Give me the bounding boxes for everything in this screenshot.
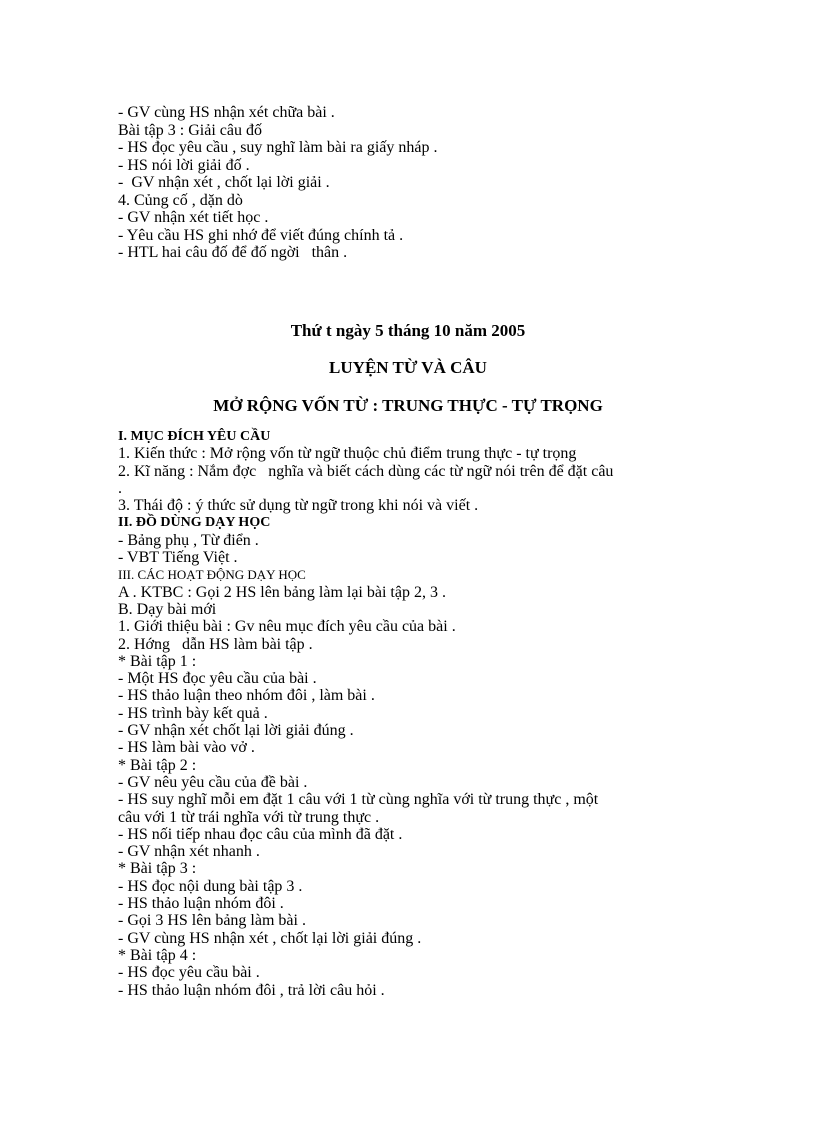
text-line: 2. Kĩ năng : Nắm đợc nghĩa và biết cách dùng các từ ngữ nói trên để đặt câu [118, 462, 614, 480]
text-line: 1. Kiến thức : Mở rộng vốn từ ngữ thuộc chủ điểm trung thực - tự trọng [118, 445, 577, 463]
text-line: - Yêu cầu HS ghi nhớ để viết đúng chính tả . [118, 226, 404, 244]
text-line: 2. Hớng dẫn HS làm bài tập . [118, 635, 313, 653]
text-line: - HS đọc yêu cầu , suy nghĩ làm bài ra giấy nháp . [118, 139, 438, 156]
previous-lesson-ending [118, 104, 708, 262]
text-line: - HS trình bày kết quả . [118, 704, 268, 722]
text-line: - GV cùng HS nhận xét chữa bài . [118, 104, 335, 121]
text-line: câu với 1 từ trái nghĩa với từ trung thực . [118, 808, 380, 826]
text-line: Bài tập 3 : Giải câu đố [118, 121, 262, 139]
text-line: - HTL hai câu đố để đố ngời thân . [118, 244, 348, 261]
text-line: - HS thảo luận nhóm đôi . [118, 895, 284, 913]
text-line: 4. Củng cố , dặn dò [118, 191, 243, 209]
text-line: - Một HS đọc yêu cầu của bài . [118, 670, 317, 688]
text-line: - VBT Tiếng Việt . [118, 549, 238, 567]
text-line: - HS đọc yêu cầu bài . [118, 964, 260, 982]
section-heading-materials: II. ĐỒ DÙNG DẠY HỌC [118, 515, 271, 531]
text-line: - HS đọc nội dung bài tập 3 . [118, 877, 303, 895]
lesson-date: Thứ t ngày 5 tháng 10 năm 2005 [290, 321, 526, 340]
section-heading-objectives: I. MỤC ĐÍCH YÊU CẦU [118, 429, 271, 444]
text-line: - GV nhận xét nhanh . [118, 843, 260, 861]
section-heading-activities: III. CÁC HOẠT ĐỘNG DẠY HỌC [118, 567, 306, 583]
text-line: - HS thảo luận theo nhóm đôi , làm bài . [118, 687, 375, 705]
text-line: A . KTBC : Gọi 2 HS lên bảng làm lại bài tập 2, 3 . [118, 583, 446, 601]
text-line: * Bài tập 3 : [118, 860, 197, 878]
text-line: - HS nối tiếp nhau đọc câu của mình đã đặt . [118, 825, 403, 843]
lesson-body [118, 428, 708, 999]
text-line: - GV cùng HS nhận xét , chốt lại lời giải đúng . [118, 929, 422, 947]
text-line: - GV nhận xét tiết học . [118, 209, 269, 226]
text-line: - GV nêu yêu cầu của đề bài . [118, 773, 308, 791]
text-line: * Bài tập 2 : [118, 756, 197, 774]
text-line: - GV nhận xét , chốt lại lời giải . [118, 174, 330, 191]
text-line: * Bài tập 4 : [118, 946, 197, 964]
text-line: * Bài tập 1 : [118, 652, 197, 670]
text-line: - HS thảo luận nhóm đôi , trả lời câu hỏi . [118, 981, 385, 999]
text-line: - HS nói lời giải đố . [118, 156, 250, 174]
text-line: 1. Giới thiệu bài : Gv nêu mục đích yêu cầu của bài . [118, 618, 456, 636]
text-line: - HS suy nghĩ mỗi em đặt 1 câu với 1 từ cùng nghĩa với từ trung thực , một [118, 791, 599, 809]
lesson-title: LUYỆN TỪ VÀ CÂU [329, 358, 487, 377]
text-line: - Bảng phụ , Từ điển . [118, 531, 259, 549]
text-line: B. Dạy bài mới [118, 600, 217, 618]
text-line: - GV nhận xét chốt lại lời giải đúng . [118, 722, 354, 740]
text-line: - Gọi 3 HS lên bảng làm bài . [118, 912, 306, 930]
lesson-subtitle: MỞ RỘNG VỐN TỪ : TRUNG THỰC - TỰ TRỌNG [213, 396, 603, 415]
text-line: - HS làm bài vào vở . [118, 739, 255, 757]
text-line: 3. Thái độ : ý thức sử dụng từ ngữ trong khi nói và viết . [118, 497, 479, 515]
text-line: . [118, 479, 122, 497]
